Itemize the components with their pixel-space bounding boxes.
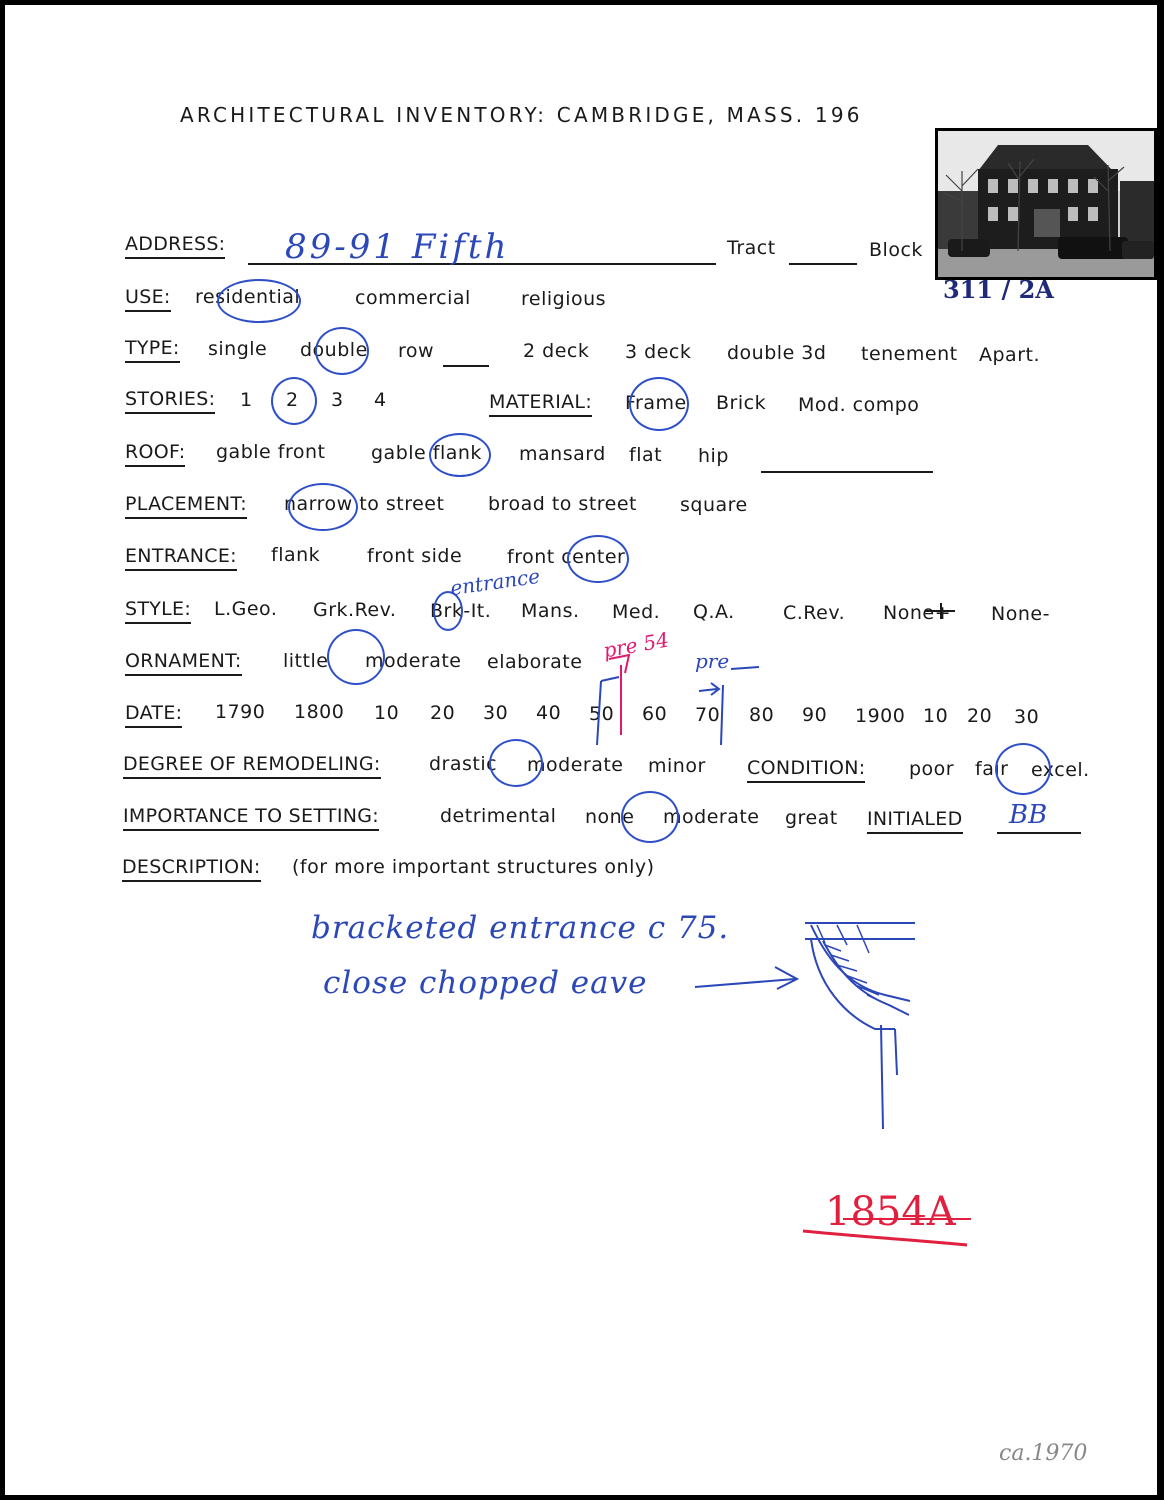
date-50: 50: [589, 703, 615, 725]
type-label: TYPE:: [125, 337, 180, 363]
placement-narrow: narrow to street: [284, 493, 445, 515]
date-30: 30: [483, 702, 509, 724]
selection-circle: [288, 483, 358, 531]
roof-flat: flat: [629, 444, 663, 466]
address-label: ADDRESS:: [125, 233, 225, 259]
date-1900: 1900: [855, 705, 906, 727]
date-10: 10: [374, 702, 400, 724]
style-med: Med.: [612, 601, 661, 623]
stories-label: STORIES:: [125, 388, 215, 414]
selection-circle: [995, 743, 1051, 795]
roof-gable-front: gable front: [216, 441, 326, 463]
selection-circle: [271, 377, 317, 425]
building-photo: [935, 128, 1157, 280]
roof-label: ROOF:: [125, 441, 185, 467]
type-tenement: tenement: [861, 343, 958, 365]
date-note: ca.1970: [999, 1441, 1088, 1466]
placement-square: square: [680, 494, 748, 516]
type-row: row: [398, 340, 435, 362]
stories-1: 1: [240, 389, 253, 411]
ornament-label: ORNAMENT:: [125, 650, 242, 676]
style-grk-rev: Grk.Rev.: [313, 599, 397, 621]
material-mod-compo: Mod. compo: [798, 394, 920, 416]
style-entrance-note: entrance: [448, 563, 542, 601]
entrance-front-center: front center: [507, 546, 626, 568]
type-single: single: [208, 338, 268, 360]
use-residential: residential: [195, 286, 301, 308]
placement-broad: broad to street: [488, 493, 638, 515]
row-line: [443, 365, 489, 367]
initialed-label: INITIALED: [867, 808, 963, 834]
entrance-flank: flank: [271, 544, 321, 566]
type-double: double: [300, 339, 368, 361]
building-photo-image: [938, 131, 1154, 277]
date-80: 80: [749, 704, 775, 726]
style-none-minus: None-: [991, 603, 1050, 625]
remodeling-label: DEGREE OF REMODELING:: [123, 753, 381, 779]
ornament-moderate: moderate: [365, 650, 462, 672]
tract-line: [789, 263, 857, 265]
block-label: Block: [869, 239, 923, 261]
style-qa: Q.A.: [693, 601, 735, 623]
initialed-line: [997, 832, 1081, 834]
ornament-elaborate: elaborate: [487, 651, 583, 673]
initialed-value: BB: [1009, 800, 1048, 830]
date-20: 20: [430, 702, 456, 724]
date-90: 90: [802, 704, 828, 726]
style-mans: Mans.: [521, 600, 580, 622]
material-frame: Frame: [625, 392, 687, 414]
importance-label: IMPORTANCE TO SETTING:: [123, 805, 379, 831]
selection-circle: [327, 629, 385, 685]
date-1930: 30: [1014, 706, 1040, 728]
selection-circle: [489, 739, 543, 787]
description-label: DESCRIPTION:: [122, 856, 261, 882]
date-pre-note: pre: [695, 649, 730, 673]
block-value: 311 / 2A: [943, 275, 1054, 304]
style-brk-it: Brk-It.: [430, 600, 492, 622]
type-double-3d: double 3d: [727, 342, 827, 364]
style-none-plus: None+: [883, 602, 951, 624]
date-70: 70: [695, 704, 721, 726]
importance-none: none: [585, 806, 635, 828]
stories-2: 2: [286, 389, 299, 411]
date-1790: 1790: [215, 701, 266, 723]
date-40: 40: [536, 702, 562, 724]
type-apart: Apart.: [979, 344, 1041, 366]
entrance-label: ENTRANCE:: [125, 545, 237, 571]
use-commercial: commercial: [355, 287, 471, 309]
importance-moderate: moderate: [663, 806, 760, 828]
placement-label: PLACEMENT:: [125, 493, 247, 519]
entrance-front-side: front side: [367, 545, 463, 567]
roof-hip: hip: [698, 445, 729, 467]
description-note-line1: bracketed entrance c 75.: [311, 910, 730, 946]
ornament-pre54-note: pre 54: [601, 627, 671, 663]
importance-detrimental: detrimental: [440, 805, 557, 827]
type-3-deck: 3 deck: [625, 341, 692, 363]
date-60: 60: [642, 703, 668, 725]
use-label: USE:: [125, 286, 171, 312]
selection-circle: [217, 279, 301, 323]
condition-fair: fair: [975, 758, 1009, 780]
roof-gable-flank: gable flank: [371, 442, 482, 464]
selection-circle: [621, 791, 679, 843]
selection-circle: [315, 327, 369, 375]
date-1910: 10: [923, 705, 949, 727]
remodeling-moderate: moderate: [527, 754, 624, 776]
type-2-deck: 2 deck: [523, 340, 590, 362]
selection-circle: [567, 535, 629, 583]
style-c-rev: C.Rev.: [783, 602, 846, 624]
use-religious: religious: [521, 288, 607, 310]
stories-3: 3: [331, 389, 344, 411]
roof-mansard: mansard: [519, 443, 606, 465]
style-label: STYLE:: [125, 598, 191, 624]
inventory-form: [5, 5, 1157, 1495]
style-l-geo: L.Geo.: [214, 598, 278, 620]
description-note-line2: close chopped eave: [323, 965, 648, 1001]
material-brick: Brick: [716, 392, 767, 414]
form-title: ARCHITECTURAL INVENTORY: CAMBRIDGE, MASS. 196: [180, 103, 863, 127]
selection-circle: [629, 377, 689, 431]
remodeling-minor: minor: [648, 755, 706, 777]
remodeling-drastic: drastic: [429, 753, 498, 775]
date-1920: 20: [967, 705, 993, 727]
date-1800: 1800: [294, 701, 345, 723]
condition-poor: poor: [909, 758, 955, 780]
stories-4: 4: [374, 389, 387, 411]
condition-label: CONDITION:: [747, 757, 865, 783]
tract-label: Tract: [727, 237, 776, 259]
material-label: MATERIAL:: [489, 391, 592, 417]
condition-excel: excel.: [1031, 759, 1090, 781]
date-label: DATE:: [125, 702, 182, 728]
selection-circle: [429, 433, 491, 477]
ornament-little: little: [283, 650, 329, 672]
roof-other-line: [761, 471, 933, 473]
importance-great: great: [785, 807, 838, 829]
inventory-number: 1854A: [825, 1189, 956, 1235]
address-value: 89-91 Fifth: [285, 227, 510, 267]
description-hint: (for more important structures only): [292, 856, 655, 878]
